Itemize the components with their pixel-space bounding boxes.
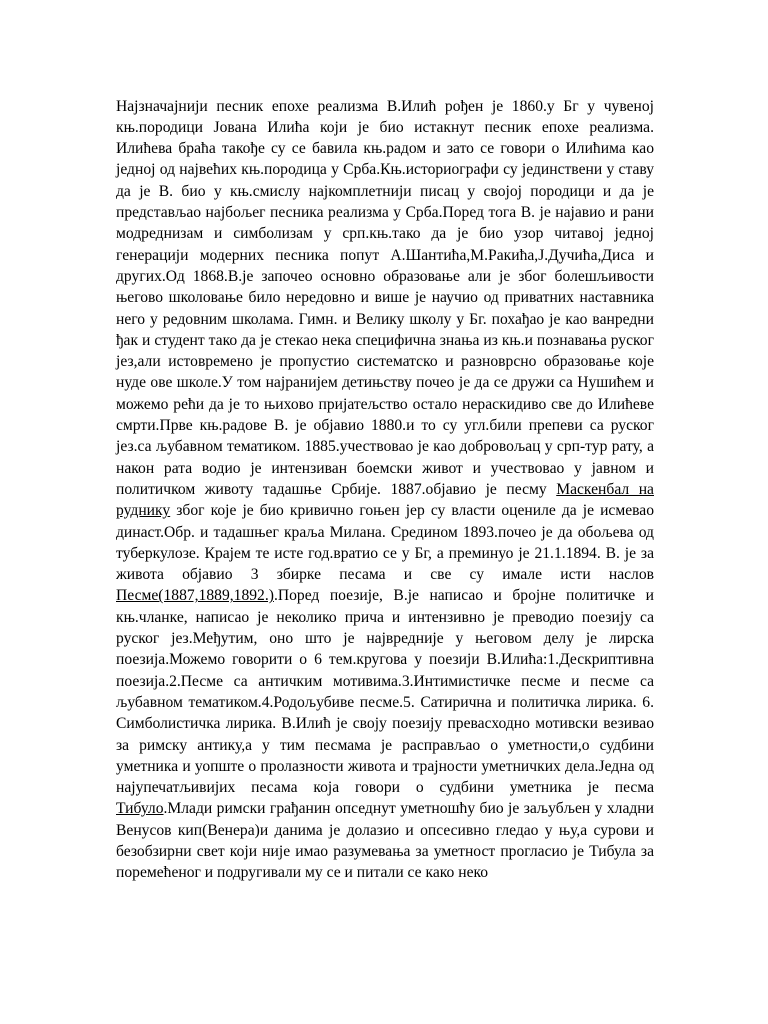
poem-title-tibulo: Тибуло	[116, 800, 164, 818]
body-paragraph	[116, 96, 654, 884]
poem-title-maskenbal: Маскенбал на руднику	[116, 480, 654, 520]
collection-title-pesme: Песме(1887,1889,1892.)	[116, 587, 274, 605]
text-segment: Најзначајнији песник епохе реализма В.Илић рођен је 1860.у Бг у чувеној књ.породици Јована Илића који је био истакнут песник епохе реализма. Илићева браћа такође су се бавила књ.радом и зато се говори о Илићима као једној од највећих књ.породица у Срба.Књ.историографи су јединствени у ставу да је В. био у књ.смислу најкомплетнији писац у својој породици и да је представљао најбољег песника реализма у Срба.Поред тога В. је најавио и рани модреднизам и симболизам у срп.књ.тако да је био узор читавој једној генерацији модерних песника попут А.Шантића,М.Ракића,Ј.Дучића,Диса и других.Од 1868.В.је започео основно образовање али је због болешљивости његово школовање било нередовно и више је научио од приватних наставника него у редовним школама. Гимн. и Велику школу у Бг. похађао је као ванредни ђак и студент тако да је стекао нека специфична знања из књ.и познавања руског јез,али истовремено је пропустио систематско и разноврсно образовање које нуде ове школе.У том најранијем детињству почео је да се дружи са Нушићем и можемо рећи да је то њихово пријатељство остало нераскидиво све до Илићеве смрти.Прве књ.радове В. је објавио 1880.и то су угл.били препеви са руског јез.са љубавном тематиком. 1885.учествовао је као добровољац у срп-тур рату, а након рата водио је интензиван боемски живот и учествовао у јавном и политичком животу тадашње Србије. 1887.објавио је песму	[116, 97, 654, 498]
text-segment: .Поред поезије, В.је написао и бројне политичке и књ.чланке, написао је неколико прича и интензивно је преводио поезију са руског јез.Међутим, оно што је највредније у његовом делу је лирска поезија.Можемо говорити о 6 тем.кругова у поезији В.Илића:1.Дескриптивна поезија.2.Песме са античким мотивима.3.Интимистичке песме и песме са љубавном тематиком.4.Родољубиве песме.5. Сатирична и политичка лирика. 6. Симболистичка лирика. В.Илић је своју поезију превасходно мотивски везивао за римску антику,а у тим песмама је расправљао о уметности,о судбини уметника и уопште о пролазности живота и трајности уметничких дела.Једна од најупечатљивијих песама која говори о судбини уметника је песма	[116, 587, 654, 797]
text-segment: због које је био кривично гоњен јер су власти оцениле да је исмевао династ.Обр. и тадашњег краља Милана. Средином 1893.почео је да обољева од туберкулозе. Крајем те исте год.вратио се у Бг, а преминуо је 21.1.1894. В. је за живота објавио 3 збирке песама и све су имале исти наслов	[116, 502, 654, 584]
text-segment: .Млади римски грађанин опседнут уметношћу био је заљубљен у хладни Венусов кип(Венера)и данима је долазио и опсесивно гледао у њу,а сурови и безобзирни свет који није имао разумевања за уметност прогласио је Тибула за поремећеног и подругивали му се и питали се како неко	[116, 800, 654, 882]
